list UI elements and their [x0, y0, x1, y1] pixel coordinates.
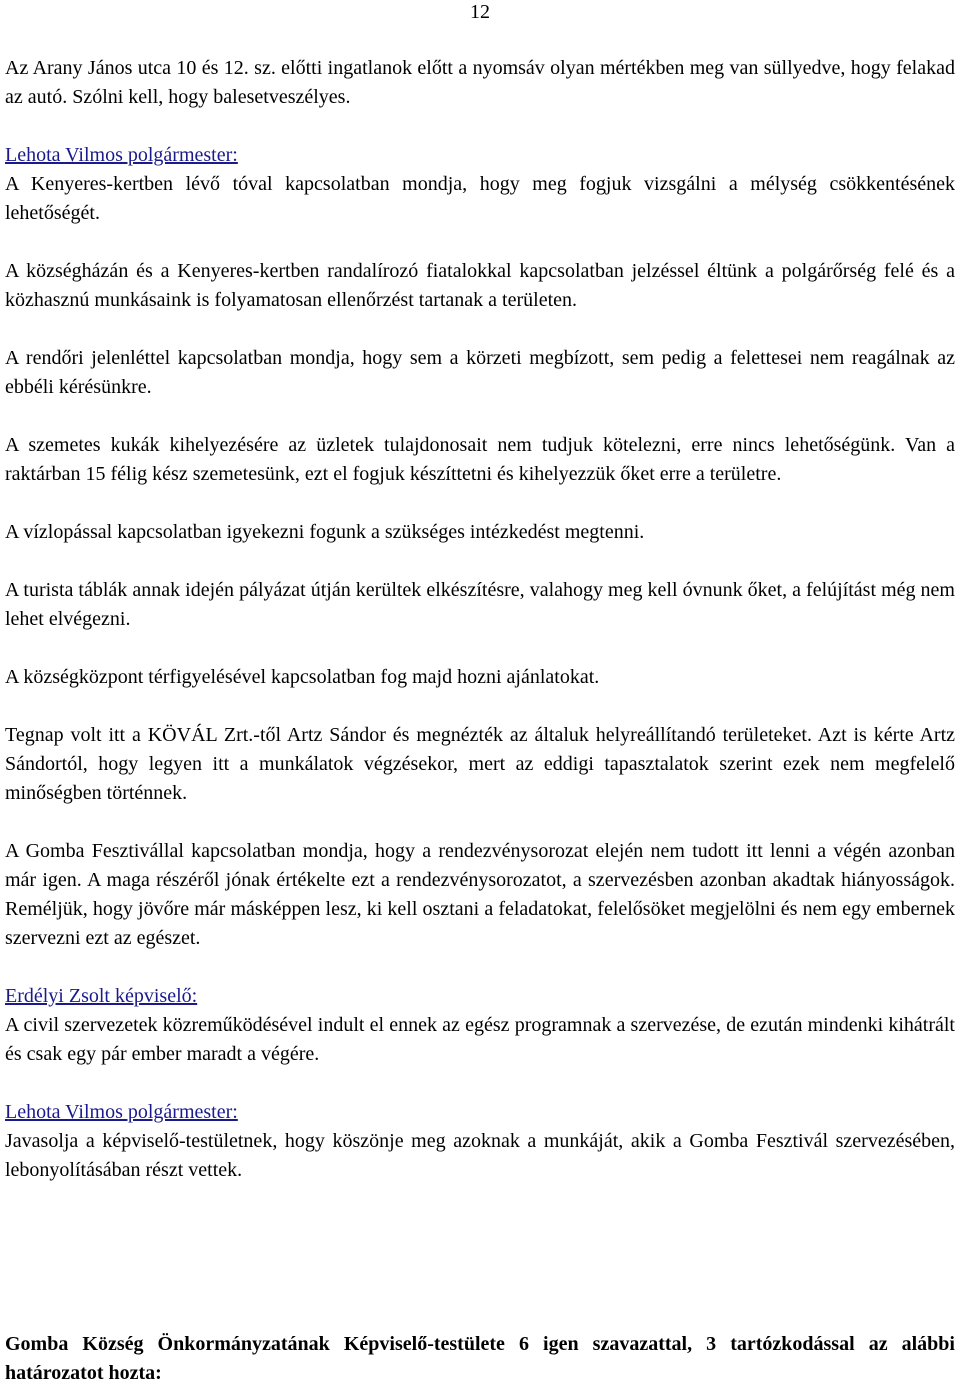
paragraph-mayor-thanks: [5, 1098, 955, 1185]
paragraph-festival: [5, 837, 955, 953]
paragraph-tourist-signs: [5, 576, 955, 634]
paragraph-erdelyi: [5, 982, 955, 1069]
paragraph-mayor-pond: [5, 141, 955, 228]
paragraph-koval: [5, 721, 955, 808]
paragraph-road-damage: [5, 54, 955, 112]
paragraph-text: A szemetes kukák kihelyezésére az üzletek tulajdonosait nem tudjuk kötelezni, erre nincs lehetőségünk. Van a raktárban 15 félig kész szemetesünk, ezt el fogjuk készíttetni és kihelyezzük őket erre a területre.: [5, 434, 955, 485]
paragraph-text: Az Arany János utca 10 és 12. sz. előtti ingatlanok előtt a nyomsáv olyan mértékben meg van süllyedve, hogy felakad az autó. Szólni kell, hogy balesetveszélyes.: [5, 57, 955, 108]
paragraph-text: A Gomba Fesztivállal kapcsolatban mondja, hogy a rendezvénysorozat elején nem tudott itt lenni a végén azonban már igen. A maga részéről jónak értékelte ezt a rendezvénysorozatot, a szervezésben azonban akadtak hiányosságok. Reméljük, hogy jövőre már másképpen lesz, ki kell osztani a feladatokat, felelősöket megjelölni és nem egy embernek szervezni ezt az egészet.: [5, 840, 955, 949]
paragraph-text: A turista táblák annak idején pályázat útján kerültek elkészítésre, valahogy meg kell óvnunk őket, a felújítást még nem lehet elvégezni.: [5, 579, 955, 630]
paragraph-text: A községközpont térfigyelésével kapcsolatban fog majd hozni ajánlatokat.: [5, 666, 600, 688]
paragraph-water-theft: [5, 518, 955, 547]
speaker-label: Lehota Vilmos polgármester:: [5, 1101, 238, 1123]
minutes-body: [5, 54, 955, 1185]
decision-statement: Gomba Község Önkormányzatának Képviselő-testülete 6 igen szavazattal, 3 tartózkodással az alábbi határozatot hozta:: [5, 1333, 955, 1384]
speaker-label: Lehota Vilmos polgármester:: [5, 144, 238, 166]
paragraph-trash-bins: [5, 431, 955, 489]
paragraph-text: A vízlopással kapcsolatban igyekezni fogunk a szükséges intézkedést megtenni.: [5, 521, 645, 543]
paragraph-text: A Kenyeres-kertben lévő tóval kapcsolatban mondja, hogy meg fogjuk vizsgálni a mélység csökkentésének lehetőségét.: [5, 173, 955, 224]
paragraph-surveillance: [5, 663, 955, 692]
page-number: 12: [470, 1, 490, 23]
speaker-label: Erdélyi Zsolt képviselő:: [5, 985, 198, 1007]
paragraph-text: A rendőri jelenléttel kapcsolatban mondja, hogy sem a körzeti megbízott, sem pedig a felettesei nem reagálnak az ebbéli kérésünkre.: [5, 347, 955, 398]
paragraph-text: Tegnap volt itt a KÖVÁL Zrt.-től Artz Sándor és megnézték az általuk helyreállítandó területeket. Azt is kérte Artz Sándortól, hogy legyen itt a munkálatok végzésekor, mert az eddigi tapasztalatok szerint ezek nem megfelelő minőségben történnek.: [5, 724, 955, 804]
paragraph-text: Javasolja a képviselő-testületnek, hogy köszönje meg azoknak a munkáját, akik a Gomba Fesztivál szervezésében, lebonyolításában részt vettek.: [5, 1130, 955, 1181]
paragraph-police: [5, 344, 955, 402]
paragraph-youth-vandalism: [5, 257, 955, 315]
paragraph-text: A civil szervezetek közreműködésével indult el ennek az egész programnak a szervezése, de ezután mindenki kihátrált és csak egy pár ember maradt a végére.: [5, 1014, 955, 1065]
paragraph-text: A községházán és a Kenyeres-kertben randalírozó fiatalokkal kapcsolatban jelzéssel éltünk a polgárőrség felé és a közhasznú munkásaink is folyamatosan ellenőrzést tartanak a területen.: [5, 260, 955, 311]
